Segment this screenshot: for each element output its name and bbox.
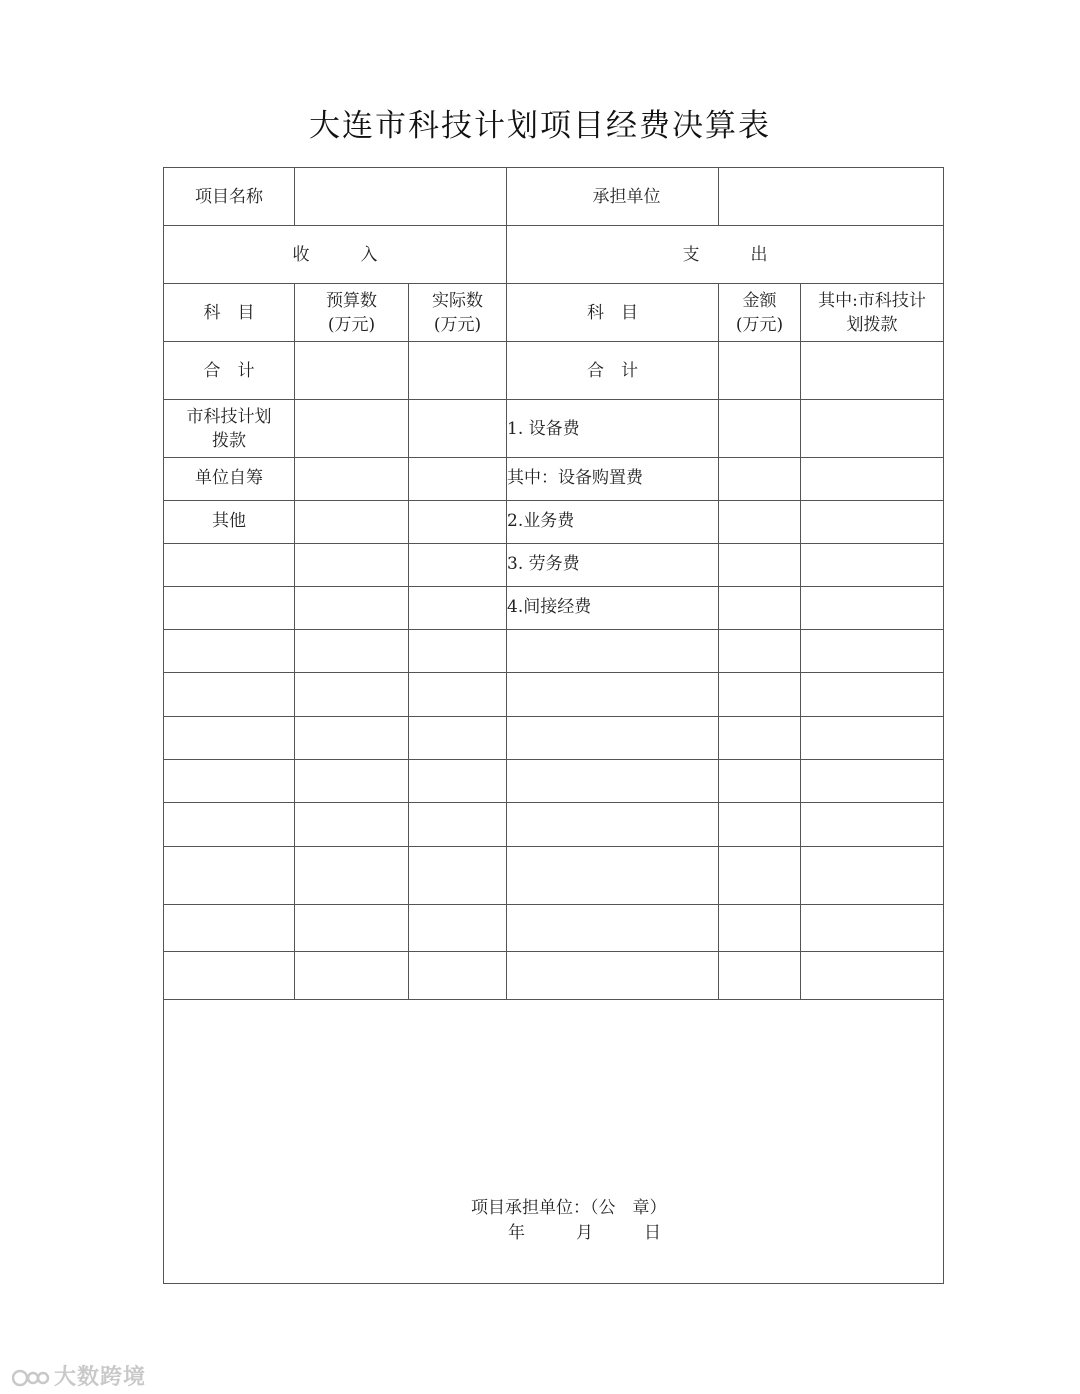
table-row	[164, 717, 944, 760]
table-row	[164, 760, 944, 803]
table-row	[164, 847, 944, 905]
city-funding-cell[interactable]	[801, 400, 944, 458]
expense-subject-cell	[507, 952, 719, 1000]
actual-header-unit: (万元)	[433, 314, 482, 335]
undertaker-label: 承担单位	[507, 168, 719, 226]
expense-subject-cell	[507, 717, 719, 760]
city-funding-cell[interactable]	[801, 717, 944, 760]
amount-cell[interactable]	[719, 630, 801, 673]
amount-cell[interactable]	[719, 803, 801, 847]
income-subject-line: 单位自筹	[195, 468, 263, 488]
budget-header-unit: (万元)	[327, 314, 376, 335]
income-subject-cell	[164, 544, 295, 587]
city-funding-cell[interactable]	[801, 760, 944, 803]
table-row	[164, 544, 944, 587]
amount-header-label: 金额	[742, 290, 777, 311]
city-funding-cell[interactable]	[801, 905, 944, 952]
expense-section-label: 支 出	[507, 226, 944, 284]
table-row	[164, 501, 944, 544]
amount-cell[interactable]	[719, 544, 801, 587]
budget-cell[interactable]	[295, 673, 409, 717]
amount-cell[interactable]	[719, 717, 801, 760]
expense-subject-cell: 合 计	[507, 342, 719, 400]
budget-cell[interactable]	[295, 952, 409, 1000]
actual-cell[interactable]	[409, 760, 507, 803]
city-funding-cell[interactable]	[801, 544, 944, 587]
watermark	[12, 1360, 146, 1391]
income-section-label: 收 入	[164, 226, 507, 284]
amount-cell[interactable]	[719, 501, 801, 544]
income-subject-line: 市科技计划	[186, 406, 272, 427]
expense-subject-cell	[507, 673, 719, 717]
income-subject-cell	[164, 905, 295, 952]
budget-cell[interactable]	[295, 587, 409, 630]
actual-cell[interactable]	[409, 630, 507, 673]
table-row	[164, 952, 944, 1000]
expense-subject-cell	[507, 630, 719, 673]
stamp-label: 项目承担单位：（公 章）	[471, 1198, 667, 1218]
amount-cell[interactable]	[719, 905, 801, 952]
budget-cell[interactable]	[295, 544, 409, 587]
income-subject-cell	[164, 717, 295, 760]
table-row	[164, 342, 944, 400]
amount-cell[interactable]	[719, 847, 801, 905]
amount-cell[interactable]	[719, 587, 801, 630]
table-row	[164, 905, 944, 952]
amount-cell[interactable]	[719, 400, 801, 458]
amount-cell[interactable]	[719, 342, 801, 400]
actual-cell[interactable]	[409, 717, 507, 760]
city-funding-cell[interactable]	[801, 803, 944, 847]
expense-subject-cell: 4.间接经费	[507, 587, 719, 630]
actual-cell[interactable]	[409, 342, 507, 400]
actual-cell[interactable]	[409, 400, 507, 458]
actual-cell[interactable]	[409, 587, 507, 630]
income-subject-cell	[164, 847, 295, 905]
budget-cell[interactable]	[295, 717, 409, 760]
city-funding-header-line2: 划拨款	[846, 314, 898, 335]
city-funding-cell[interactable]	[801, 952, 944, 1000]
amount-cell[interactable]	[719, 952, 801, 1000]
signature-area	[164, 1000, 944, 1284]
city-funding-cell[interactable]	[801, 342, 944, 400]
income-subject-cell	[164, 342, 295, 400]
watermark-logo-icon	[12, 1367, 50, 1389]
income-subject-cell	[164, 458, 295, 501]
city-funding-header	[801, 284, 944, 342]
footer-row	[164, 1000, 944, 1284]
budget-cell[interactable]	[295, 803, 409, 847]
income-subject-cell	[164, 952, 295, 1000]
income-subject-cell	[164, 501, 295, 544]
header-info-row	[164, 168, 944, 226]
actual-cell[interactable]	[409, 544, 507, 587]
column-header-row	[164, 284, 944, 342]
income-subject-header: 科 目	[164, 284, 295, 342]
income-subject-line: 其他	[212, 511, 246, 531]
actual-cell[interactable]	[409, 905, 507, 952]
expense-subject-cell: 3. 劳务费	[507, 544, 719, 587]
budget-cell[interactable]	[295, 458, 409, 501]
table-row	[164, 400, 944, 458]
expense-subject-cell: 2.业务费	[507, 501, 719, 544]
budget-cell[interactable]	[295, 630, 409, 673]
income-subject-cell	[164, 673, 295, 717]
actual-cell[interactable]	[409, 847, 507, 905]
actual-cell[interactable]	[409, 458, 507, 501]
settlement-table	[163, 167, 944, 1284]
city-funding-cell[interactable]	[801, 847, 944, 905]
actual-cell[interactable]	[409, 803, 507, 847]
city-funding-cell[interactable]	[801, 630, 944, 673]
income-subject-cell	[164, 630, 295, 673]
budget-header	[295, 284, 409, 342]
income-subject-line: 合 计	[203, 360, 255, 381]
budget-cell[interactable]	[295, 847, 409, 905]
income-subject-cell	[164, 803, 295, 847]
expense-subject-cell: 其中：设备购置费	[507, 458, 719, 501]
table-row	[164, 630, 944, 673]
income-subject-cell	[164, 400, 295, 458]
form-title: 大连市科技计划项目经费决算表	[309, 108, 771, 144]
expense-subject-cell	[507, 803, 719, 847]
undertaker-field[interactable]	[719, 168, 944, 226]
expense-subject-cell	[507, 847, 719, 905]
budget-cell[interactable]	[295, 400, 409, 458]
city-funding-header-line1: 其中:市科技计	[818, 290, 926, 311]
table-row	[164, 673, 944, 717]
project-name-field[interactable]	[295, 168, 507, 226]
actual-cell[interactable]	[409, 673, 507, 717]
expense-subject-cell	[507, 905, 719, 952]
table-row	[164, 458, 944, 501]
city-funding-cell[interactable]	[801, 673, 944, 717]
expense-subject-cell: 1. 设备费	[507, 400, 719, 458]
city-funding-cell[interactable]	[801, 587, 944, 630]
amount-cell[interactable]	[719, 760, 801, 803]
actual-cell[interactable]	[409, 952, 507, 1000]
budget-cell[interactable]	[295, 342, 409, 400]
budget-header-label: 预算数	[326, 290, 377, 311]
amount-header-unit: (万元)	[735, 314, 784, 335]
expense-subject-header: 科 目	[507, 284, 719, 342]
budget-cell[interactable]	[295, 905, 409, 952]
watermark-text: 大数跨境	[54, 1365, 147, 1390]
date-label: 年 月 日	[508, 1223, 661, 1243]
actual-cell[interactable]	[409, 501, 507, 544]
expense-subject-cell	[507, 760, 719, 803]
actual-header-label: 实际数	[432, 290, 483, 311]
budget-cell[interactable]	[295, 501, 409, 544]
income-subject-cell	[164, 587, 295, 630]
table-row	[164, 587, 944, 630]
budget-cell[interactable]	[295, 760, 409, 803]
actual-header	[409, 284, 507, 342]
city-funding-cell[interactable]	[801, 501, 944, 544]
section-row	[164, 226, 944, 284]
amount-header	[719, 284, 801, 342]
table-row	[164, 803, 944, 847]
amount-cell[interactable]	[719, 673, 801, 717]
project-name-label: 项目名称	[164, 168, 295, 226]
city-funding-cell[interactable]	[801, 458, 944, 501]
income-subject-cell	[164, 760, 295, 803]
amount-cell[interactable]	[719, 458, 801, 501]
income-subject-line-2: 拨款	[212, 430, 246, 451]
